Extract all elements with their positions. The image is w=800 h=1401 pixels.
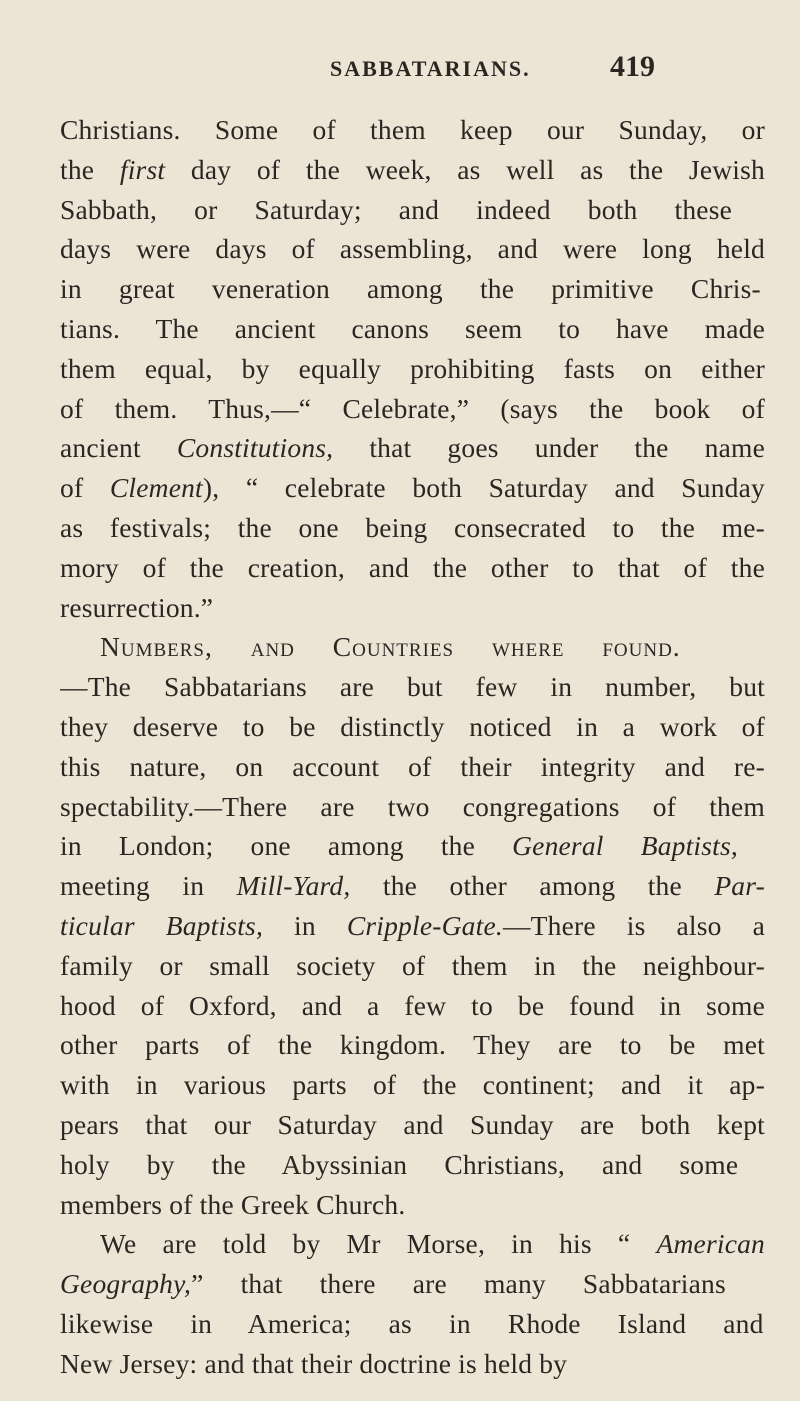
text-run: this nature, on account of their integrity and re- bbox=[60, 750, 765, 782]
section-heading: Numbers, and Countries where found. bbox=[100, 631, 681, 663]
text-line bbox=[60, 349, 765, 389]
text-line bbox=[60, 1185, 765, 1225]
italic-run: General Baptists, bbox=[512, 830, 738, 862]
text-line bbox=[60, 986, 765, 1026]
text-line bbox=[60, 1105, 765, 1145]
running-title: SABBATARIANS. bbox=[330, 56, 531, 81]
text-run: with in various parts of the continent; and it ap- bbox=[60, 1069, 765, 1101]
text-run: they deserve to be distinctly noticed in a work of bbox=[60, 710, 765, 742]
text-line bbox=[60, 588, 765, 628]
italic-run: Constitutions, bbox=[176, 432, 334, 464]
text-run: other parts of the kingdom. They are to be met bbox=[60, 1029, 765, 1061]
text-line bbox=[60, 508, 765, 548]
text-line bbox=[60, 707, 765, 747]
text-run: resurrection.” bbox=[60, 591, 214, 623]
text-line bbox=[60, 1264, 765, 1304]
text-run: family or small society of them in the neighbour- bbox=[60, 949, 765, 981]
text-run: days were days of assembling, and were long held bbox=[60, 233, 765, 265]
text-run: tians. The ancient canons seem to have made bbox=[60, 312, 765, 344]
italic-run: Par- bbox=[714, 870, 765, 902]
text-run: pears that our Saturday and Sunday are both kept bbox=[60, 1108, 765, 1140]
text-run: New Jersey: and that their doctrine is held by bbox=[60, 1347, 568, 1379]
text-run: —There is also a bbox=[502, 909, 765, 941]
italic-run: ticular Baptists, bbox=[60, 909, 264, 941]
text-run: ancient bbox=[60, 432, 177, 464]
text-line bbox=[60, 309, 765, 349]
text-run: the other among the bbox=[350, 870, 715, 902]
running-head bbox=[0, 50, 800, 90]
text-line bbox=[60, 1025, 765, 1065]
text-run: mory of the creation, and the other to that of the bbox=[60, 551, 765, 583]
text-run: We are told by Mr Morse, in his “ bbox=[100, 1228, 657, 1260]
text-line bbox=[60, 627, 765, 667]
text-line bbox=[60, 269, 765, 309]
text-line bbox=[60, 826, 765, 866]
text-line bbox=[60, 1065, 765, 1105]
text-line bbox=[60, 866, 765, 906]
text-run: spectability.—There are two congregations of them bbox=[60, 790, 765, 822]
text-run: holy by the Abyssinian Christians, and some bbox=[60, 1148, 739, 1180]
body-text bbox=[60, 110, 765, 1384]
text-run: meeting in bbox=[60, 870, 237, 902]
text-run: Sabbath, or Saturday; and indeed both these bbox=[60, 193, 733, 225]
text-line bbox=[60, 747, 765, 787]
text-line bbox=[60, 190, 765, 230]
text-line bbox=[60, 906, 765, 946]
text-run: that goes under the name bbox=[333, 432, 765, 464]
text-run: as festivals; the one being consecrated to the me- bbox=[60, 511, 765, 543]
italic-run: Mill-Yard, bbox=[236, 870, 351, 902]
text-run: ), “ celebrate both Saturday and Sunday bbox=[202, 472, 765, 504]
text-line bbox=[60, 1304, 765, 1344]
text-run: in London; one among the bbox=[60, 830, 513, 862]
italic-run: Cripple-Gate. bbox=[346, 909, 503, 941]
text-line bbox=[60, 1145, 765, 1185]
text-run: —The Sabbatarians are but few in number, but bbox=[60, 671, 765, 703]
page-number: 419 bbox=[610, 50, 655, 83]
text-run: the bbox=[60, 153, 120, 185]
text-run: Christians. Some of them keep our Sunday, or bbox=[60, 114, 765, 145]
text-line bbox=[60, 150, 765, 190]
text-run: likewise in America; as in Rhode Island and bbox=[60, 1307, 764, 1339]
text-line bbox=[60, 389, 765, 429]
text-run: day of the week, as well as the Jewish bbox=[165, 153, 765, 185]
text-line bbox=[60, 667, 765, 707]
text-run: in great veneration among the primitive Chris- bbox=[60, 273, 761, 305]
italic-run: Clement bbox=[109, 472, 203, 504]
text-line bbox=[60, 229, 765, 269]
text-line bbox=[60, 787, 765, 827]
text-line bbox=[60, 428, 765, 468]
text-line bbox=[60, 946, 765, 986]
text-line bbox=[60, 110, 765, 150]
text-line bbox=[60, 468, 765, 508]
text-run: of them. Thus,—“ Celebrate,” (says the book of bbox=[60, 392, 765, 424]
italic-run: first bbox=[119, 153, 166, 185]
text-line bbox=[60, 1344, 765, 1384]
italic-run: Geography, bbox=[60, 1268, 192, 1300]
text-run: of bbox=[60, 472, 110, 504]
text-run: members of the Greek Church. bbox=[60, 1188, 406, 1220]
text-run: in bbox=[263, 909, 347, 941]
text-run: them equal, by equally prohibiting fasts on either bbox=[60, 352, 765, 384]
text-line bbox=[60, 1224, 765, 1264]
italic-run: American bbox=[656, 1228, 765, 1260]
text-line bbox=[60, 548, 765, 588]
text-run: hood of Oxford, and a few to be found in some bbox=[60, 989, 765, 1021]
text-run: ” that there are many Sabbatarians bbox=[191, 1268, 726, 1300]
